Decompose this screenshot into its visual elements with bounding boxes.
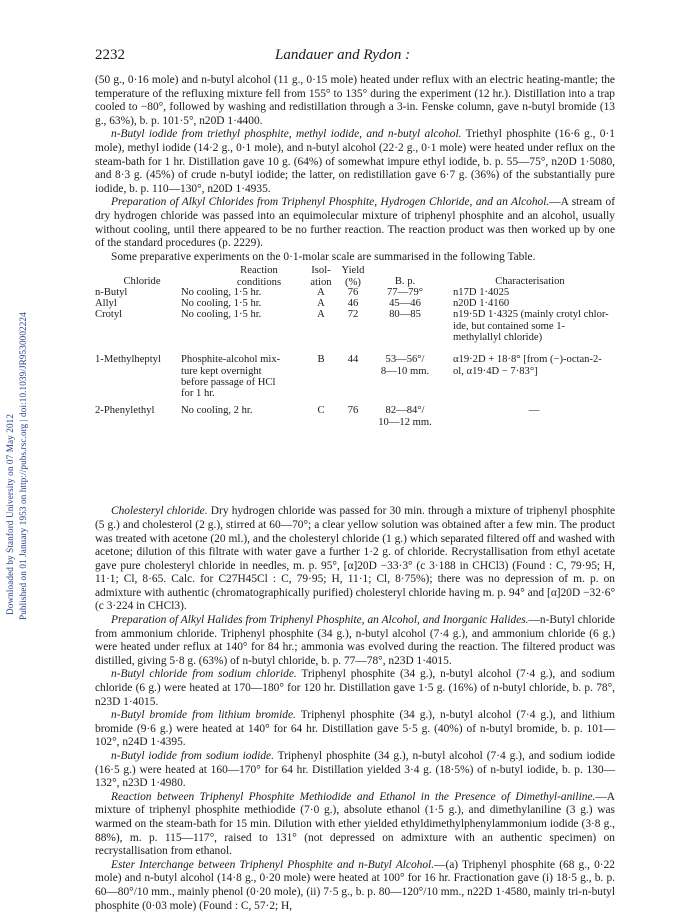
cell-bp: 77—79°: [386, 287, 424, 299]
cell-conditions: Phosphite-alcohol mix- ture kept overnight before passage of HCl for 1 hr.: [181, 354, 281, 399]
section-title: Preparation of Alkyl Chlorides from Triphenyl Phosphite, Hydrogen Chloride, and an Alcohol.: [111, 196, 550, 209]
cell-characterisation: n17D 1·4025: [453, 287, 510, 299]
section-title: Preparation of Alkyl Halides from Triphenyl Phosphite, an Alcohol, and Inorganic Halides.: [111, 614, 529, 627]
article-body: [95, 74, 615, 913]
header-yield: Yield (%): [341, 265, 365, 288]
paragraph-cholesteryl-chloride: [95, 505, 615, 614]
header-characterisation: Characterisation: [495, 276, 565, 288]
cell-chloride: Crotyl: [95, 309, 123, 321]
paragraph-ester-interchange: [95, 859, 615, 913]
running-title: Landauer and Rydon :: [275, 47, 411, 63]
paragraph-methiodide-ethanol: [95, 791, 615, 859]
cell-isolation: C: [317, 405, 325, 417]
section-title: n-Butyl chloride from sodium chloride.: [111, 668, 297, 681]
paragraph-text: Triethyl phosphite (16·6 g., 0·1 mole), methyl iodide (14·2 g., 0·1 mole), and n-butyl alcohol (22·2 g., 0·1 mole) were heated under reflux on the steam-bath for 1 hr. Distillation gave 10 g. (64%) of somewhat impure ethyl iodide, b. p. 55—75°, n20D 1·5080, and 8·3 g. (45%) of crude n-butyl iodide; the latter, on redistillation gave 6·7 g. (36%) of the substantially pure iodide, b. p. 110—130°, n20D 1·4935.: [95, 128, 615, 195]
cell-isolation: A: [317, 309, 325, 321]
page-header: [95, 47, 615, 67]
cell-conditions: No cooling, 1·5 hr.: [181, 298, 262, 310]
cell-yield: 76: [347, 287, 359, 299]
section-title: n-Butyl bromide from lithium bromide.: [111, 709, 296, 722]
section-title: Ester Interchange between Triphenyl Phosphite and n-Butyl Alcohol.: [111, 858, 435, 871]
cell-yield: 72: [347, 309, 359, 321]
paragraph-text: —(a) Triphenyl phosphite (68 g., 0·22 mole) and n-butyl alcohol (14·8 g., 0·20 mole) were heated at 100° for 16 hr. Fractionation gave (i) 18·5 g., b. p. 60—80°/10 mm., mainly phenol (0·20 mole), (ii) 7·5 g., b. p. 80—120°/10 mm., n22D 1·4580, mainly tri-n-butyl phosphite (0·03 mole) (Found : C, 57·2; H,: [95, 858, 615, 912]
cell-characterisation: —: [528, 405, 540, 417]
cell-chloride: 1-Methylheptyl: [95, 354, 161, 366]
header-isolation: Isol- ation: [310, 265, 332, 288]
paragraph-text: Triphenyl phosphite (34 g.), n-butyl alcohol (7·4 g.), and sodium chloride (6 g.) were heated at 170—180° for 120 hr. Distillation gave 1·5 g. (16%) of n-butyl chloride, b. p. 78°, n23D 1·4015.: [95, 668, 615, 708]
cell-yield: 44: [347, 354, 359, 366]
paragraph-sodium-iodide: [95, 750, 615, 791]
header-conditions: Reaction conditions: [236, 265, 282, 288]
section-title: n-Butyl iodide from sodium iodide.: [111, 750, 274, 762]
results-table: [95, 265, 615, 503]
cell-bp: 82—84°/ 10—12 mm.: [378, 405, 432, 428]
paragraph-text: —A stream of dry hydrogen chloride was passed into an equimolecular mixture of triphenyl phosphite and an alcohol, usually without cooling, until there appeared to be no further reaction. The reaction product was then worked up by one of the standard procedures (p. 2229).: [95, 196, 615, 250]
cell-characterisation: n20D 1·4160: [453, 298, 510, 310]
paragraph-text: Dry hydrogen chloride was passed for 30 min. through a mixture of triphenyl phosphite (5 g.) and cholesterol (2 g.), stirred at 60—70°; a clear yellow solution was obtained after a few min. The product was treated with acetone (20 ml.), and the cholesteryl chloride (1 g.) which separated filtered off and washed with acetone; dilution of this filtrate with water gave a further 1·2 g. of chloride. Recrystallisation from ethyl acetate gave pure cholesteryl chloride in needles, m. p. 95°, [α]20D −33·3° (c 3·188 in CHCl3) (Found : C, 79·95; H, 11·1; Cl, 8·65. Calc. for C27H45Cl : C, 79·95; H, 11·1; Cl, 8·75%); there was no depression of m. p. on admixture with authentic (chromatographically purified) cholesteryl chloride having m. p. 94° and [α]20D −32·6° (c 3·224 in CHCl3).: [95, 505, 615, 613]
paragraph-lithium-bromide: [95, 709, 615, 750]
cell-yield: 76: [347, 405, 359, 417]
cell-conditions: No cooling, 2 hr.: [181, 405, 253, 417]
cell-isolation: A: [317, 287, 325, 299]
paragraph-text: Triphenyl phosphite (34 g.), n-butyl alcohol (7·4 g.), and lithium bromide (9·6 g.) were heated at 140° for 64 hr. Distillation gave 5·5 g. (40%) of n-butyl bromide, b. p. 101—102°, n24D 1·4395.: [95, 709, 615, 749]
section-title: Cholesteryl chloride.: [111, 505, 208, 518]
cell-chloride: 2-Phenylethyl: [95, 405, 155, 417]
cell-isolation: A: [317, 298, 325, 310]
paragraph-text: Triphenyl phosphite (34 g.), n-butyl alcohol (7·4 g.), and sodium iodide (16·5 g.) were heated at 160—170° for 64 hr. Distillation yielded 3·4 g. (18·5%) of n-butyl iodide, b. p. 130—132°, n23D 1·4980.: [95, 750, 615, 790]
cell-conditions: No cooling, 1·5 hr.: [181, 309, 262, 321]
cell-isolation: B: [317, 354, 325, 366]
cell-bp: 45—46: [389, 298, 421, 310]
cell-chloride: Allyl: [95, 298, 117, 310]
cell-chloride: n-Butyl: [95, 287, 128, 299]
cell-yield: 46: [347, 298, 359, 310]
header-chloride: Chloride: [123, 276, 161, 288]
cell-conditions: No cooling, 1·5 hr.: [181, 287, 262, 299]
header-bp: B. p.: [394, 276, 416, 288]
paragraph-text: —A mixture of triphenyl phosphite methiodide (7·0 g.), absolute ethanol (1·5 g.), and dimethylaniline (3 g.) was warmed on the steam-bath for 15 min. Dilution with ether yielded ethyldimethylphenylammonium iodide (3·8 g., 88%), m. p. 115—117°, raised to 131° (not depressed on admixture with an authentic specimen) on recrystallisation from ethanol.: [95, 790, 615, 858]
cell-bp: 53—56°/ 8—10 mm.: [380, 354, 430, 377]
section-title: Reaction between Triphenyl Phosphite Methiodide and Ethanol in the Presence of Dimethyl-aniline.: [111, 790, 596, 803]
cell-characterisation: n19·5D 1·4325 (mainly crotyl chlor- ide, but contained some 1- methylallyl chloride): [453, 309, 609, 343]
cell-bp: 80—85: [389, 309, 421, 321]
download-notice: Downloaded by Stanford University on 07 May 2012: [5, 413, 15, 615]
paragraph-sodium-chloride: [95, 668, 615, 709]
paragraph-butyl-iodide-triethyl: [95, 128, 615, 196]
cell-characterisation: α19·2D + 18·8° [from (−)-octan-2- ol, α19·4D − 7·83°]: [453, 354, 602, 377]
paragraph-text: —n-Butyl chloride from ammonium chloride. Triphenyl phosphite (34 g.), n-butyl alcohol (7·4 g.), and ammonium chloride (6 g.) were heated under reflux at 140° for 84 hr.; ammonia was evolved during the reaction. The filtered product was distilled, giving 5·8 g. (63%) of n-butyl chloride, b. p. 77—78°, n23D 1·4015.: [95, 614, 615, 667]
publication-notice[interactable]: Published on 01 January 1953 on http://pubs.rsc.org | doi:10.1039/JR9530002224: [18, 312, 28, 620]
paragraph-alkyl-chlorides: [95, 196, 615, 250]
section-title: n-Butyl iodide from triethyl phosphite, methyl iodide, and n-butyl alcohol.: [111, 128, 462, 141]
paragraph-inorganic-halides: [95, 614, 615, 668]
page-number: 2232: [95, 47, 125, 63]
paragraph-table-intro: Some preparative experiments on the 0·1-molar scale are summarised in the following Table.: [111, 250, 536, 263]
paragraph-bromide-prep: (50 g., 0·16 mole) and n-butyl alcohol (11 g., 0·15 mole) heated under reflux with an electric heating-mantle; the temperature of the refluxing mixture fell from 155° to 135° during the experiment (12 hr.). Distillation into a trap cooled to −80°, followed by washing and redistillation through a 3-in. Fenske column, gave n-butyl bromide (13 g., 63%), b. p. 101·5°, n20D 1·4400.: [95, 74, 615, 127]
